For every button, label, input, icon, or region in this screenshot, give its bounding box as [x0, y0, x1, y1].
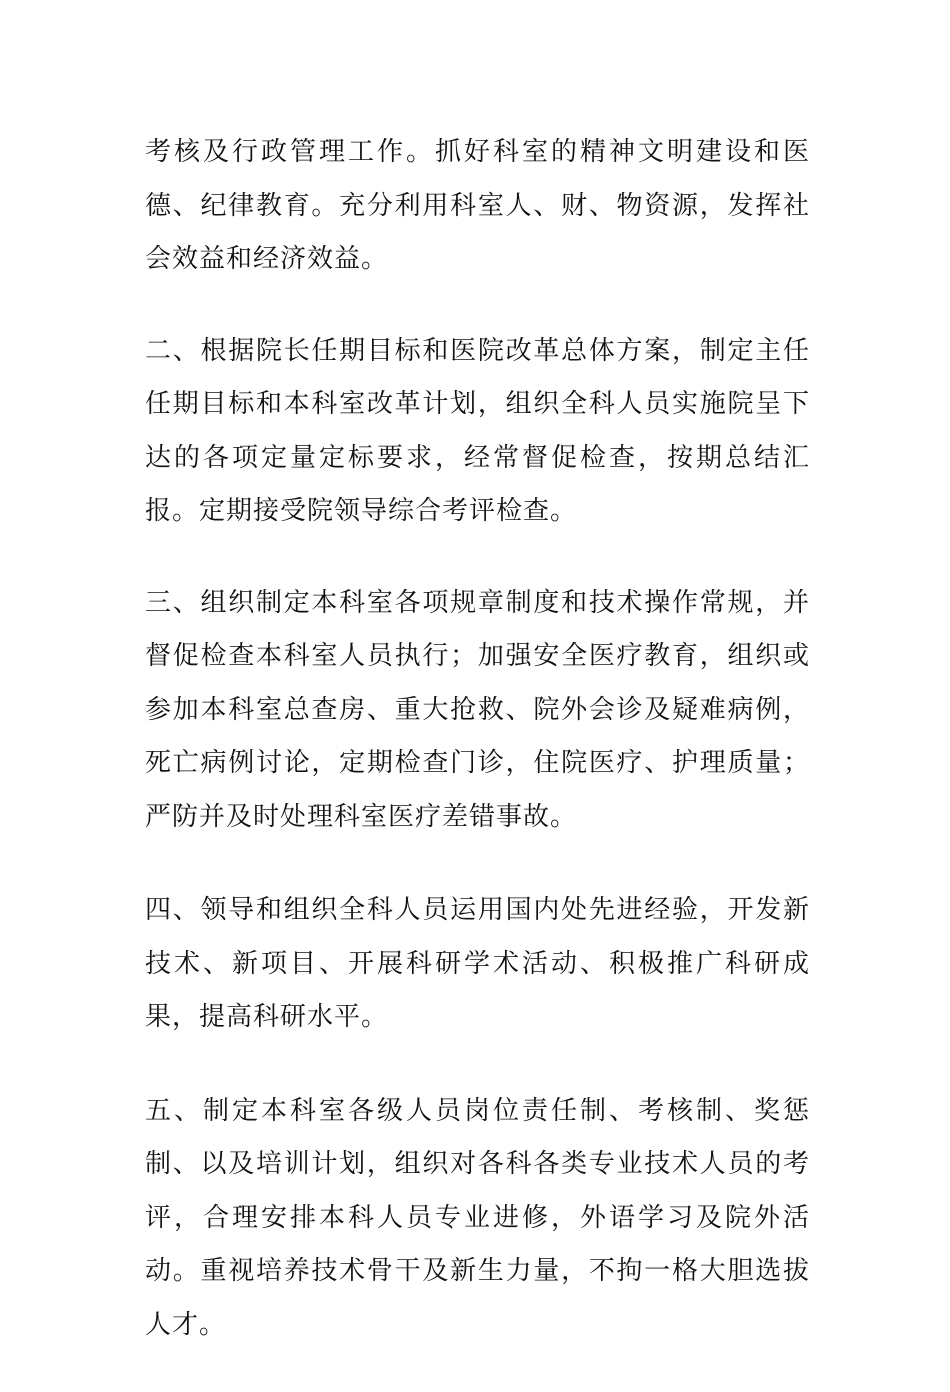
paragraph-item-4: 四、领导和组织全科人员运用国内处先进经验，开发新技术、新项目、开展科研学术活动、积极推广科研成果，提高科研水平。	[145, 895, 810, 1032]
document-body	[145, 126, 810, 1392]
paragraph-item-5: 五、制定本科室各级人员岗位责任制、考核制、奖惩制、以及培训计划，组织对各科各类专业技术人员的考评，合理安排本科人员专业进修，外语学习及院外活动。重视培养技术骨干及新生力量，不拘一格大胆选拔人才。	[145, 1095, 810, 1340]
paragraph-continuation: 考核及行政管理工作。抓好科室的精神文明建设和医德、纪律教育。充分利用科室人、财、物资源，发挥社会效益和经济效益。	[145, 137, 810, 274]
paragraph-item-2: 二、根据院长任期目标和医院改革总体方案，制定主任任期目标和本科室改革计划，组织全科人员实施院呈下达的各项定量定标要求，经常督促检查，按期总结汇报。定期接受院领导综合考评检查。	[145, 335, 810, 526]
paragraph-item-3: 三、组织制定本科室各项规章制度和技术操作常规，并督促检查本科室人员执行；加强安全医疗教育，组织或参加本科室总查房、重大抢救、院外会诊及疑难病例，死亡病例讨论，定期检查门诊，住院医疗、护理质量；严防并及时处理科室医疗差错事故。	[145, 587, 810, 832]
